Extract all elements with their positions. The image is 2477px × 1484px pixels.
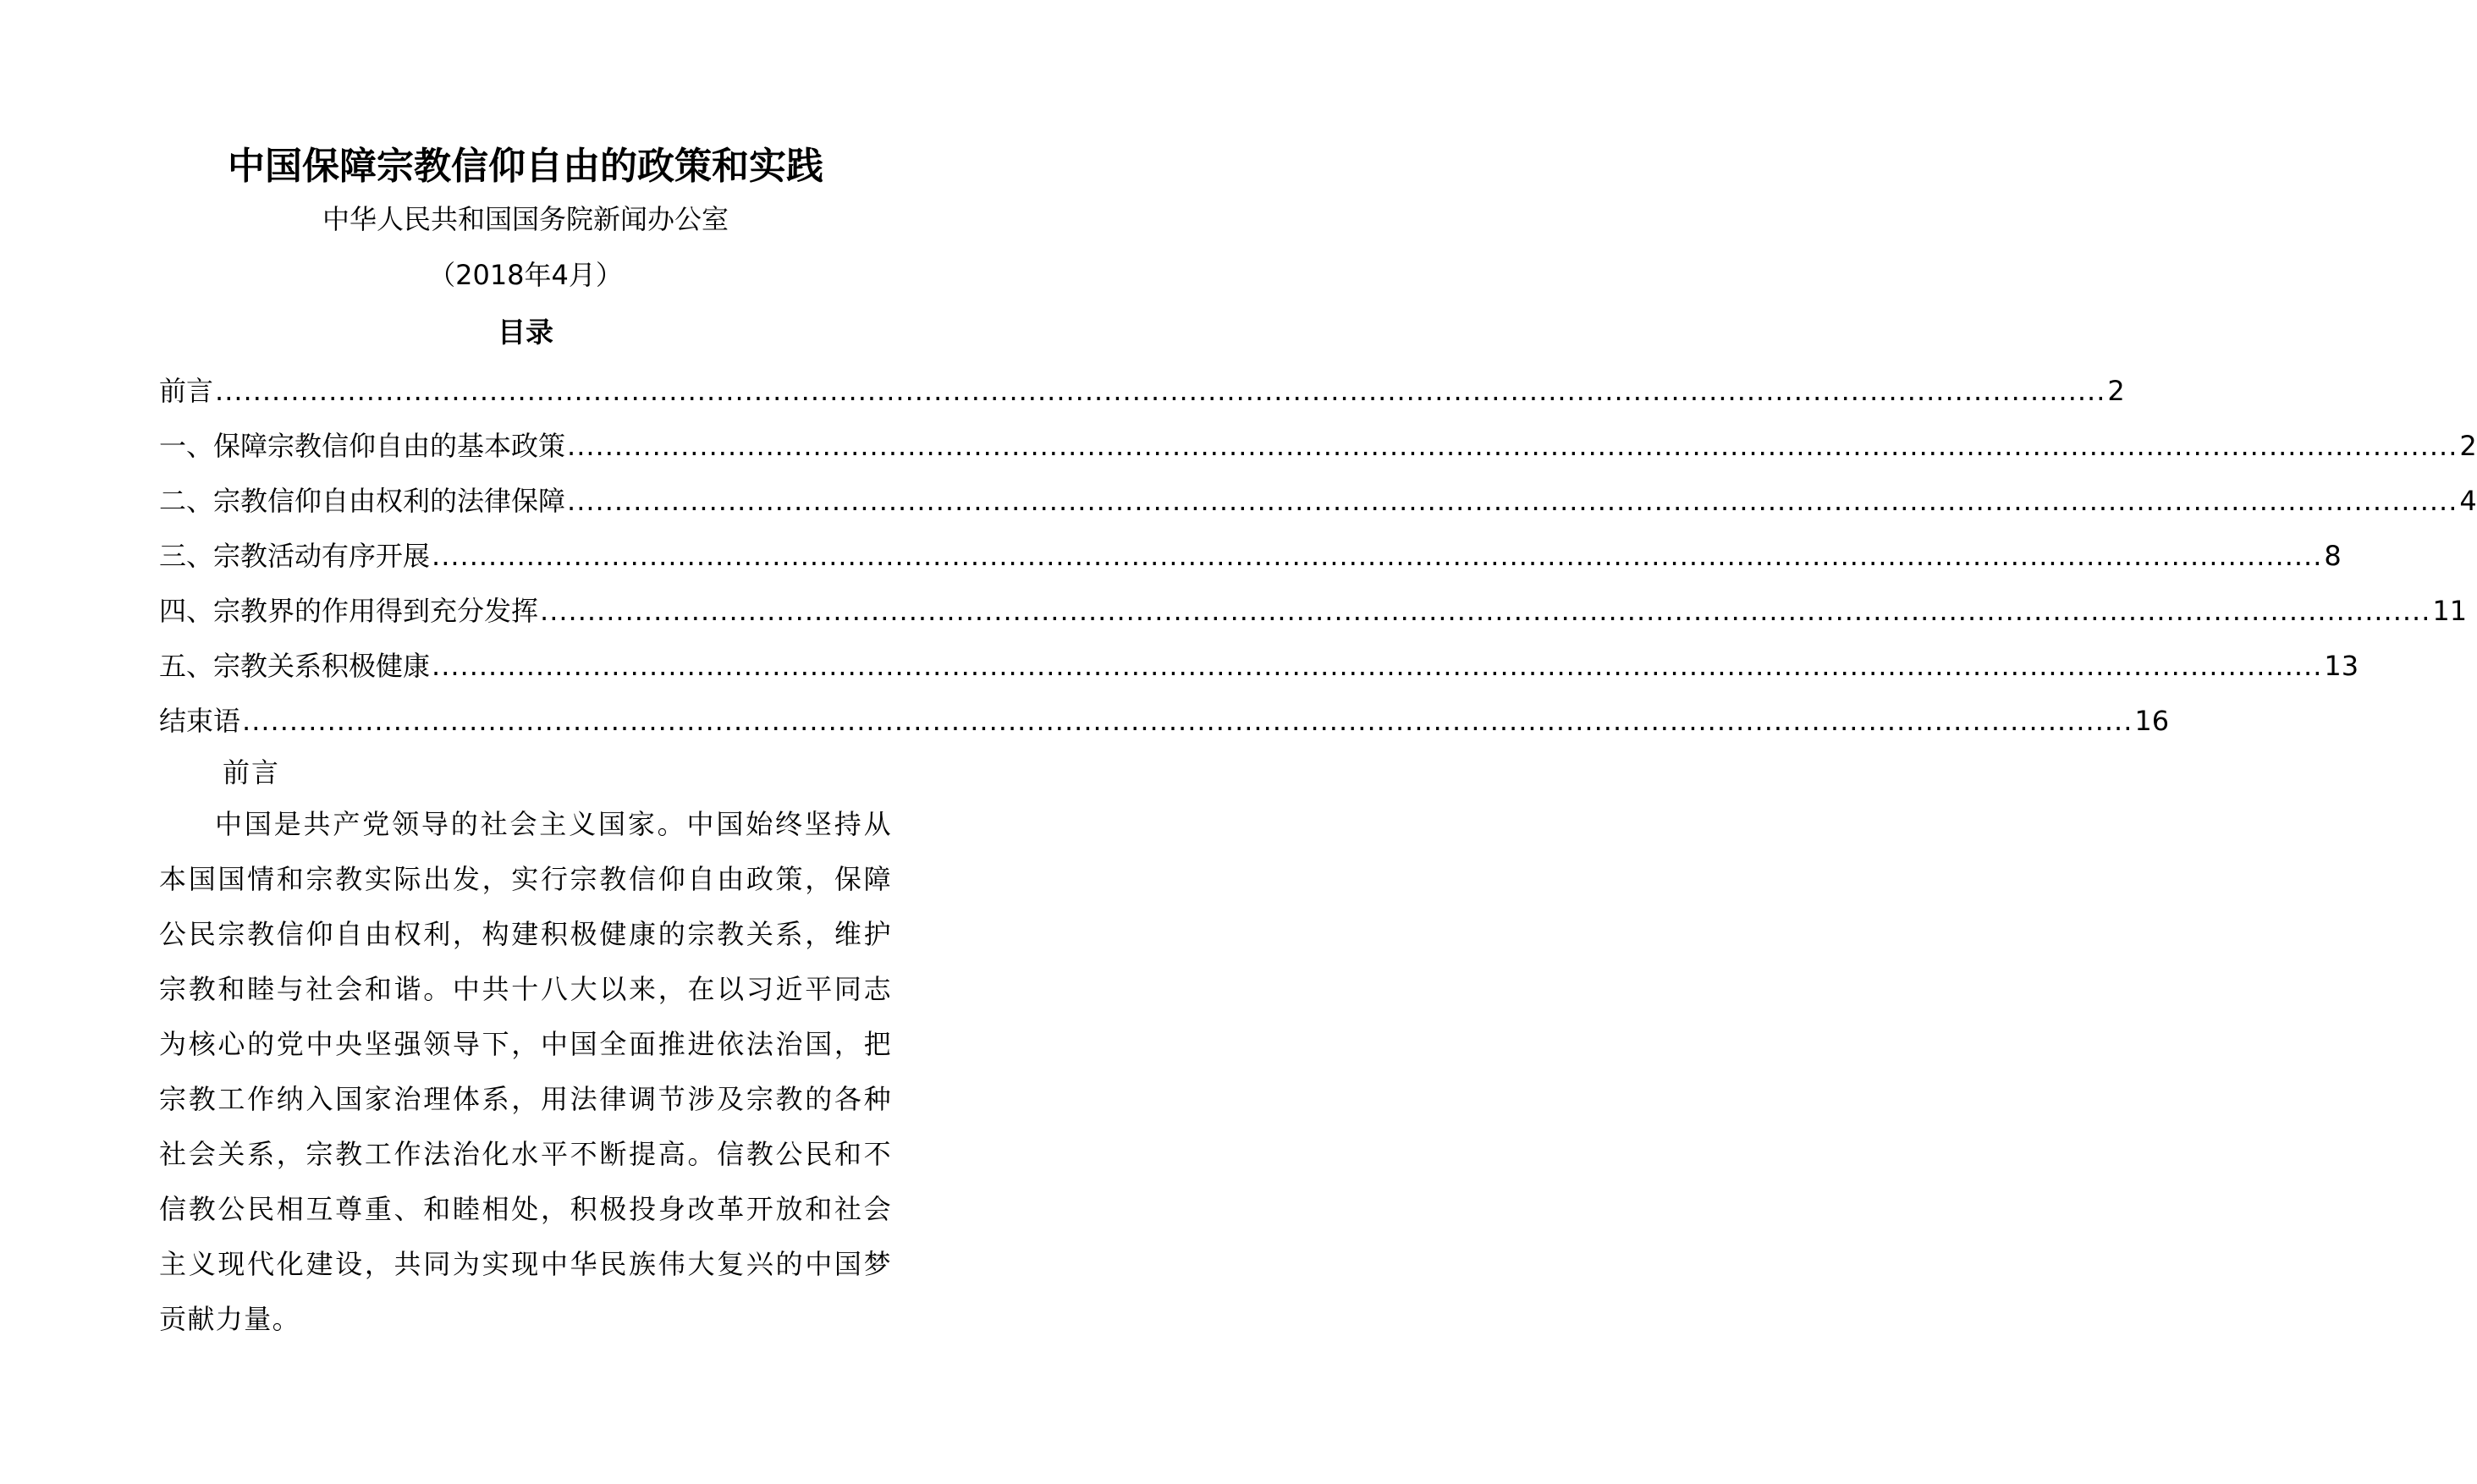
toc-item[interactable] — [159, 364, 2125, 419]
toc-item-page: 2 — [2459, 430, 2477, 462]
toc-dot-leader: ........................................................................................................................................................................................................ — [567, 430, 2458, 462]
table-of-contents — [159, 364, 2477, 749]
toc-item-label: 三、宗教活动有序开展 — [159, 540, 431, 572]
toc-item[interactable] — [159, 474, 2477, 529]
toc-item-label: 结束语 — [159, 705, 241, 737]
toc-item[interactable] — [159, 694, 2170, 749]
preface-paragraph: 中国是共产党领导的社会主义国家。中国始终坚持从本国国情和宗教实际出发，实行宗教信仰自由政策，保障公民宗教信仰自由权利，构建积极健康的宗教关系，维护宗教和睦与社会和谐。中共十八大以来，在以习近平同志为核心的党中央坚强领导下，中国全面推进依法治国，把宗教工作纳入国家治理体系，用法律调节涉及宗教的各种社会关系，宗教工作法治化水平不断提高。信教公民和不信教公民相互尊重、和睦相处，积极投身改革开放和社会主义现代化建设，共同为实现中华民族伟大复兴的中国梦贡献力量。 — [159, 808, 892, 1335]
toc-item-page: 2 — [2107, 375, 2125, 407]
toc-item[interactable] — [159, 529, 2342, 584]
preface-heading: 前言 — [223, 756, 281, 789]
toc-item-label: 二、宗教信仰自由权利的法律保障 — [159, 485, 566, 517]
toc-item[interactable] — [159, 419, 2477, 474]
document-issuer: 中华人民共和国国务院新闻办公室 — [322, 203, 729, 235]
toc-item-label: 五、宗教关系积极健康 — [159, 650, 431, 682]
toc-item[interactable] — [159, 639, 2359, 694]
toc-item-page: 11 — [2432, 595, 2468, 627]
toc-dot-leader: ........................................................................................................................................................................................................ — [215, 375, 2106, 407]
toc-item-label: 一、保障宗教信仰自由的基本政策 — [159, 430, 566, 462]
toc-item-page: 4 — [2459, 485, 2477, 517]
toc-item-page: 16 — [2134, 705, 2170, 737]
toc-item[interactable] — [159, 584, 2468, 639]
toc-dot-leader: ........................................................................................................................................................................................................ — [567, 485, 2458, 517]
toc-item-page: 13 — [2324, 650, 2359, 682]
toc-dot-leader: ........................................................................................................................................................................................................ — [540, 595, 2431, 627]
document-page — [159, 0, 2477, 1484]
toc-dot-leader: ........................................................................................................................................................................................................ — [432, 650, 2323, 682]
toc-item-page: 8 — [2324, 540, 2342, 572]
document-date: （2018年4月） — [428, 259, 623, 291]
toc-dot-leader: ........................................................................................................................................................................................................ — [242, 705, 2133, 737]
toc-item-label: 四、宗教界的作用得到充分发挥 — [159, 595, 539, 627]
document-title: 中国保障宗教信仰自由的政策和实践 — [228, 145, 823, 188]
toc-item-label: 前言 — [159, 375, 214, 407]
toc-dot-leader: ........................................................................................................................................................................................................ — [432, 540, 2323, 572]
toc-heading: 目录 — [498, 316, 553, 349]
